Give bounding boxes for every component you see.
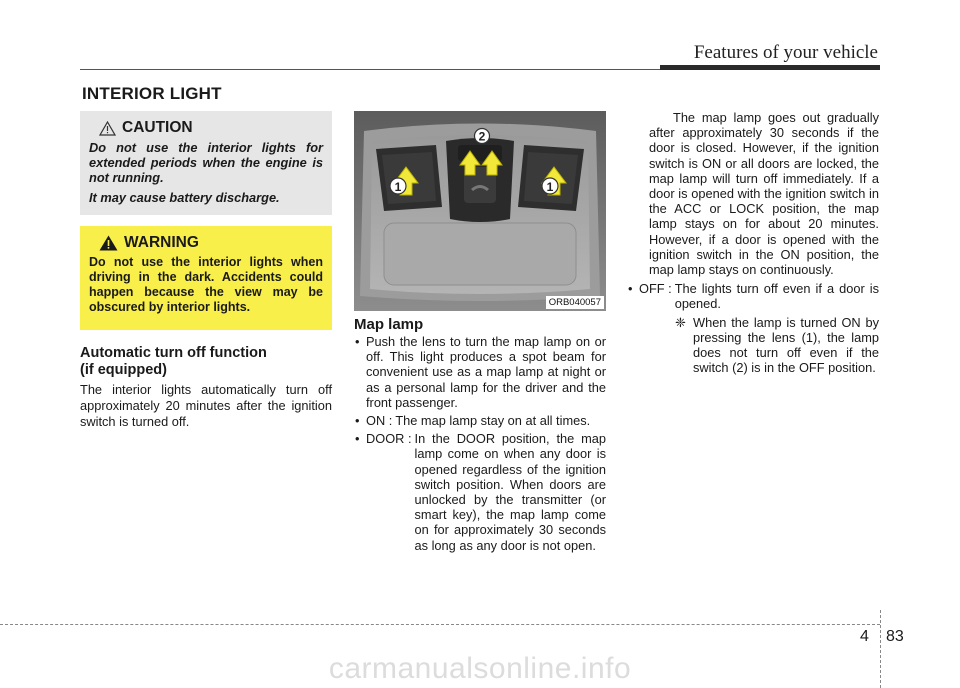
map-lamp-heading: Map lamp [354,316,424,333]
note-mark-icon: ❈ [675,314,686,330]
map-lamp-illustration [354,111,606,311]
auto-off-heading [80,345,332,379]
watermark: carmanualsonline.info [328,652,632,685]
map-lamp-timing-paragraph: The map lamp goes out gradually after approximately 30 seconds if the door is closed. However, if the ignition switch is ON or all doors are locked, the map lamp will turn off immediately. If a door is opened with the ignition switch in the ACC or LOCK position, the map lamp stays on for about 20 minutes. However, if a door is opened with the ignition switch in the ON position, the map lamp stays on continuously. [649,110,879,278]
warning-box [80,226,332,330]
warning-text: Do not use the interior lights when driving in the dark. Accidents could happen because the view may be obscured by interior lights. [89,255,323,314]
on-label: • ON : [366,413,393,429]
door-text: In the DOOR position, the map lamp come on when any door is opened regardless of the ignition switch position. When doors are unlocked by the transmitter (or smart key), the map lamp come on for approximately 30 seconds as long as any door is not open. [414,431,606,553]
map-lamp-bullet-off [627,281,879,311]
callout-2: 2 [478,129,486,144]
auto-off-body: The interior lights automatically turn off approximately 20 minutes after the ignition switch is turned off. [80,382,332,429]
caution-text [89,140,323,205]
page-chapter: 4 [860,628,869,645]
footer-rule [0,624,880,625]
page-number: 83 [886,628,904,645]
map-lamp-photo [354,111,606,311]
auto-off-heading-line2: (if equipped) [80,362,167,378]
map-lamp-bullet-push: • Push the lens to turn the map lamp on or off. This light produces a spot beam for convenient use as a map lamp at night or as a personal lamp for the driver and the front passenger. [354,334,606,410]
caution-label: CAUTION [122,119,193,136]
section-title: INTERIOR LIGHT [82,84,222,103]
caution-header [99,119,323,137]
map-lamp-list [354,334,606,556]
door-label: • DOOR : [366,431,412,447]
header-rule-accent [660,65,880,70]
callout-1-left: 1 [394,180,402,194]
warning-header [99,234,323,252]
auto-off-heading-line1: Automatic turn off function [80,345,267,361]
caution-triangle-icon [99,121,116,136]
header-title: Features of your vehicle [693,42,878,63]
off-label: • OFF : [639,281,672,297]
warning-label: WARNING [124,234,199,251]
map-lamp-note [627,315,879,376]
map-lamp-bullet-door [354,431,606,553]
warning-triangle-icon [99,235,118,251]
map-lamp-continued [627,110,879,375]
caution-box [80,111,332,215]
note-text: When the lamp is turned ON by pressing the lens (1), the lamp does not turn off even if the switch (2) is in the OFF position. [693,314,879,376]
off-text: The lights turn off even if a door is opened. [674,281,879,312]
figure-code: ORB040057 [546,296,604,309]
callout-1-right: 1 [546,180,554,194]
caution-line-2: It may cause battery discharge. [89,190,280,205]
caution-line-1: Do not use the interior lights for extended periods when the engine is not running. [89,140,323,185]
map-lamp-bullet-on [354,413,606,428]
on-text: The map lamp stay on at all times. [395,413,591,429]
